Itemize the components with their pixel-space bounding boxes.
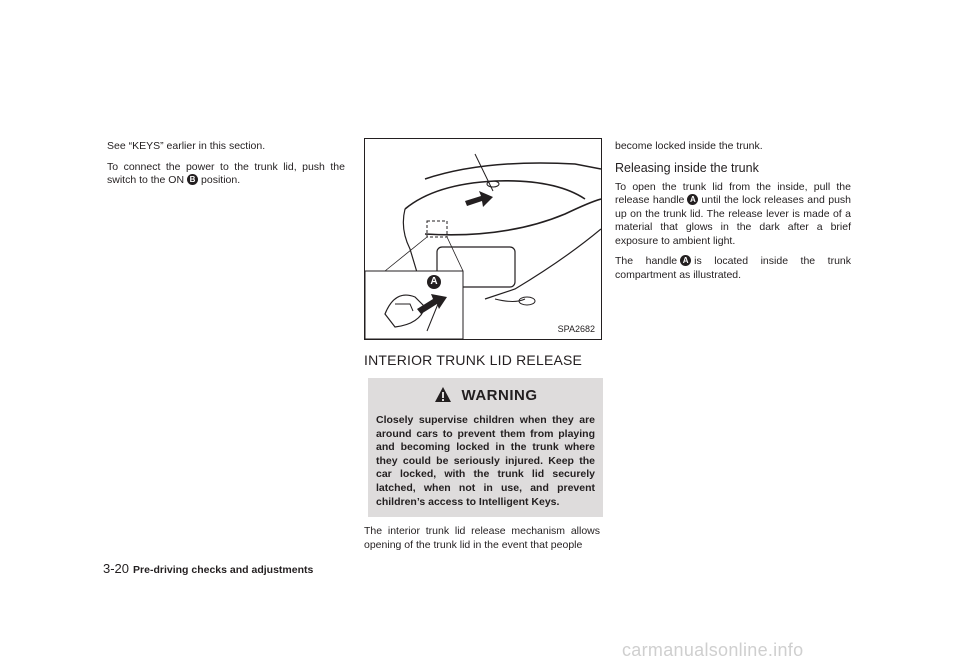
- chapter-title: Pre-driving checks and adjustments: [133, 564, 314, 576]
- left-column: [107, 140, 345, 195]
- keys-reference-text: See “KEYS” earlier in this section.: [107, 140, 266, 152]
- right-column: [615, 140, 851, 289]
- connect-power-text-b: position.: [201, 174, 241, 186]
- page-number: 3-20: [103, 561, 130, 576]
- connect-power-text-a: To connect the power to the trunk lid, push the switch to the ON: [107, 160, 345, 186]
- handle-location-a: The handle: [615, 255, 678, 267]
- release-mechanism-text: The interior trunk lid release mechanism allows opening of the trunk lid in the event that people: [364, 525, 600, 551]
- release-instructions-b: until the lock releases and push up on the trunk lid. The release lever is made of a material that glows in the dark after a brief exposure to ambient light.: [615, 194, 851, 247]
- watermark: carmanualsonline.info: [622, 640, 804, 660]
- trunk-release-illustration: [364, 138, 602, 340]
- handle-location-b: is located inside the trunk compartment as illustrated.: [615, 255, 851, 281]
- warning-heading: [376, 386, 595, 406]
- car-rear-drawing: [365, 139, 601, 339]
- warning-triangle-icon: [434, 386, 452, 403]
- callout-a-badge-2: A: [680, 255, 691, 266]
- callout-a-badge: A: [687, 194, 698, 205]
- page-footer: [103, 561, 313, 576]
- warning-box: [368, 378, 603, 517]
- release-instructions-text: [615, 181, 851, 249]
- warning-label: WARNING: [461, 387, 538, 404]
- handle-location-text: [615, 255, 851, 282]
- callout-b-badge: B: [187, 174, 198, 185]
- locked-inside-text: become locked inside the trunk.: [615, 140, 763, 152]
- connect-power-text: [107, 161, 345, 188]
- figure-code: SPA2682: [557, 323, 595, 334]
- release-instructions-a: To open the trunk lid from the inside, pull the release handle: [615, 180, 851, 206]
- subsection-title: Releasing inside the trunk: [615, 160, 759, 175]
- section-title: INTERIOR TRUNK LID RELEASE: [364, 352, 583, 368]
- warning-text: Closely supervise children when they are around cars to prevent them from playing and becoming locked in the trunk where they could be seriously injured. Keep the car locked, with the trunk lid securely latched, when not in use, and prevent children’s access to Intelligent Keys.: [376, 414, 595, 508]
- middle-column: [364, 138, 600, 559]
- callout-a-label: A: [427, 275, 441, 289]
